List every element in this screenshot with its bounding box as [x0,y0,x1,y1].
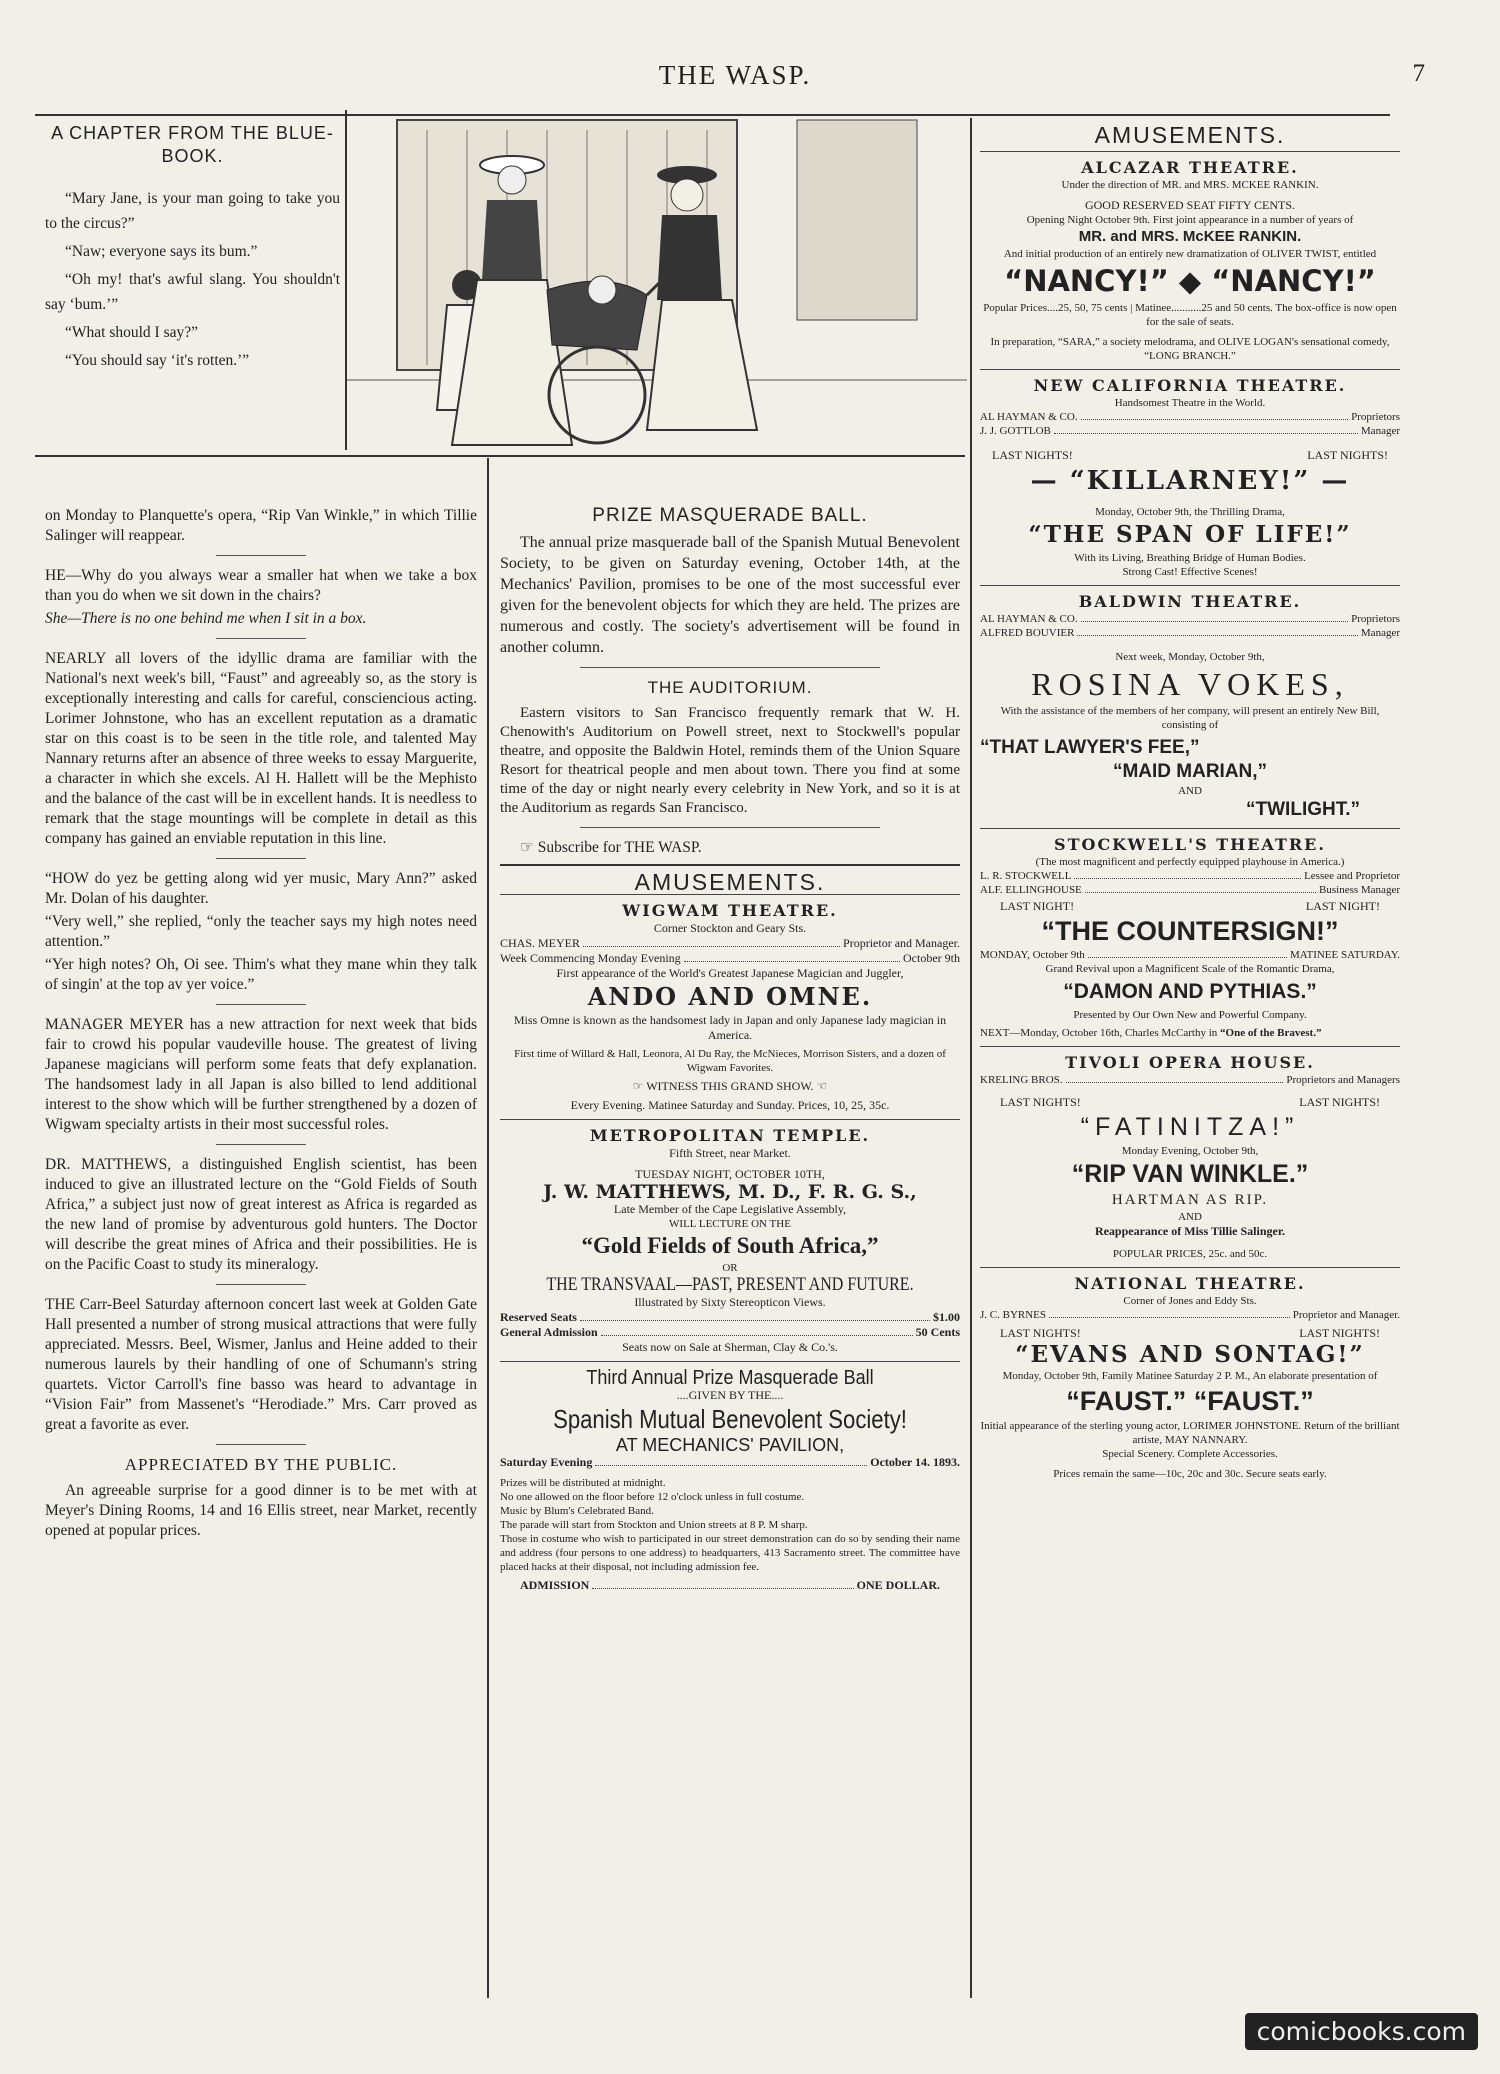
date-label: Saturday Evening [500,1455,593,1469]
page-number: 7 [1412,60,1425,87]
article-text: An agreeable surprise for a good dinner is to be met with at Meyer's Dining Rooms, 14 and 16 Ellis street, near Market, recently opened at popular prices. [45,1482,477,1539]
nursemaid-illustration [347,110,967,450]
last-nights: LAST NIGHTS! [1299,1326,1380,1340]
ad-text: Popular Prices....25, 50, 75 cents | Matinee...........25 and 50 cents. The box-office is now open for the sale of seats. [983,302,1397,328]
proprietor-role: Proprietors and Managers [1286,1074,1400,1086]
amusements-heading: AMUSEMENTS. [634,869,826,895]
play-title: “EVANS AND SONTAG!” [1015,1341,1365,1368]
chapter-title: A CHAPTER FROM THE BLUE-BOOK. [51,123,334,166]
article-text: “HOW do yez be getting along wid yer music, Mary Ann?” asked Mr. Dolan of his daughter. [45,870,477,907]
ad-text: Next week, Monday, October 9th, [1115,651,1265,663]
lecture-subtitle: THE TRANSVAAL—PAST, PRESENT AND FUTURE. [546,1274,914,1295]
ad-text: ....GIVEN BY THE.... [676,1388,784,1402]
article-text: NEARLY all lovers of the idyllic drama are familiar with the National's next week's bill, “Faust” and agreeably so, as the story is exceptionally interesting and calls for careful, consciencious acting. Lorimer Johnstone, who has an excellent reputation as a dramatic star on this coast is to be seen in the title role, and talented May Nannary returns after an absence of three weeks to essay Marguerite, a character in which she excels. Al H. Hallett will be the Mephisto and the balance of the cast will be in excellent hands. It is needless to remark that the stage mountings will be complete in detail as this company has gained an enviable reputation in this line. [45,650,477,847]
ad-text: TUESDAY NIGHT, OCTOBER 10TH, [635,1167,825,1181]
ad-text: Monday, October 9th, Family Matinee Saturday 2 P. M., An elaborate presentation of [1002,1370,1378,1382]
admission-label: ADMISSION [520,1578,590,1592]
ad-text: POPULAR PRICES, 25c. and 50c. [1112,1248,1268,1260]
chapter-block [45,122,340,376]
stars: MR. and MRS. McKEE RANKIN. [1078,228,1302,245]
middle-column [500,500,960,1593]
proprietor-name: ALFRED BOUVIER [980,627,1075,639]
divider [216,858,306,859]
ad-text: In preparation, “SARA,” a society melodrama, and OLIVE LOGAN's sensational comedy, “LONG BRANCH.” [990,336,1390,362]
theatre-name: NEW CALIFORNIA THEATRE. [1033,376,1347,395]
column-rule-mid [487,458,489,1998]
proprietor-name: J. J. GOTTLOB [980,425,1051,437]
divider [216,1144,306,1145]
divider [216,1004,306,1005]
ad-text: WILL LECTURE ON THE [669,1218,791,1230]
ad-text: ☞ WITNESS THIS GRAND SHOW. ☜ [632,1079,828,1093]
proprietor-role: Business Manager [1319,884,1400,896]
ad-text: OR [722,1262,738,1274]
ad-text: AND [1178,1211,1202,1223]
section-heading: THE AUDITORIUM. [647,678,813,697]
ad-text: And initial production of an entirely new dramatization of OLIVER TWIST, entitled [1003,248,1377,260]
theatre-name: STOCKWELL'S THEATRE. [1054,835,1326,854]
proprietor-name: AL HAYMAN & CO. [980,411,1078,423]
ad-text: Strong Cast! Effective Scenes! [1122,566,1258,578]
column-rule-right [970,118,972,1998]
ad-text: Monday Evening, October 9th, [1121,1145,1259,1157]
proprietor-role: Proprietor and Manager. [843,936,960,950]
section-heading: APPRECIATED BY THE PUBLIC. [124,1455,398,1474]
proprietor-name: AL HAYMAN & CO. [980,613,1078,625]
proprietor-name: J. C. BYRNES [980,1309,1047,1321]
proprietor-role: Proprietors [1351,411,1400,423]
proprietor-role: Manager [1360,627,1400,639]
ad-text: Miss Omne is known as the handsomest lady in Japan and only Japanese lady magician in America. [513,1013,947,1042]
ad-text: Opening Night October 9th. First joint appearance in a number of years of [1026,214,1354,226]
theatre-name: ALCAZAR THEATRE. [1081,158,1299,177]
date-value: October 14. 1893. [870,1455,960,1469]
play-title: “NANCY!” ◆ “NANCY!” [1004,264,1376,298]
ad-text: Special Scenery. Complete Accessories. [1102,1448,1278,1460]
note: The parade will start from Stockton and Union streets at 8 P. M sharp. [500,1519,808,1531]
proprietor-name: CHAS. MEYER [500,936,581,950]
schedule-value: MATINEE SATURDAY. [1289,949,1400,961]
article-text: “Very well,” she replied, “only the teacher says my high notes need attention.” [45,913,477,950]
section-rule [35,455,965,457]
proprietor-role: Proprietors [1351,613,1400,625]
admission-value: ONE DOLLAR. [856,1578,940,1592]
ad-text: Prices remain the same—10c, 20c and 30c. Secure seats early. [1053,1468,1327,1480]
play-title: “MAID MARIAN,” [1112,761,1268,782]
proprietor-name: L. R. STOCKWELL [980,870,1072,882]
week-date: October 9th [903,951,960,965]
week-row [500,951,960,966]
proprietor-row [980,410,1400,424]
theatre-name: METROPOLITAN TEMPLE. [589,1126,871,1145]
ad-text: HARTMAN AS RIP. [1111,1192,1269,1208]
article-text: on Monday to Planquette's opera, “Rip Van Winkle,” in which Tillie Salinger will reappear. [45,507,477,544]
chapter-line: “Naw; everyone says its bum.” [65,243,258,260]
ball-heading: Third Annual Prize Masquerade Ball [586,1367,874,1389]
ad-text: GOOD RESERVED SEAT FIFTY CENTS. [1084,198,1296,212]
article-text: “Yer high notes? Oh, Oi see. Thim's what they mane whin they talk of singin' at the top av yer voice.” [45,956,477,993]
theatre-address: Corner of Jones and Eddy Sts. [1123,1295,1257,1307]
ad-text: First time of Willard & Hall, Leonora, Al Du Ray, the McNieces, Morrison Sisters, and a dozen of Wigwam Favorites. [514,1048,946,1074]
last-night: LAST NIGHT! [1000,899,1075,913]
proprietor-role: Manager [1360,425,1400,437]
ad-text: First appearance of the World's Greatest Japanese Magician and Juggler, [556,966,904,980]
last-nights: LAST NIGHTS! [1000,1095,1081,1109]
ad-text: Grand Revival upon a Magnificent Scale of the Romantic Drama, [1045,963,1335,975]
right-column [980,122,1400,1481]
proprietor-row [500,936,960,951]
proprietor-name: KRELING BROS. [980,1074,1063,1086]
proprietor-role: Proprietor and Manager. [1292,1309,1400,1321]
price-value: $1.00 [933,1310,960,1324]
theatre-name: WIGWAM THEATRE. [622,901,838,920]
divider [580,667,880,668]
ad-text: Presented by Our Own New and Powerful Company. [1073,1009,1307,1021]
proprietor-row [980,626,1400,640]
ad-text: Initial appearance of the sterling young actor, LORIMER JOHNSTONE. Return of the brilliant artiste, MAY NANNARY. [980,1420,1400,1446]
ad-text: Monday, October 9th, the Thrilling Drama, [1095,506,1285,518]
speaker-name: J. W. MATTHEWS, M. D., F. R. G. S., [543,1181,917,1203]
admission-row [520,1578,940,1593]
proprietor-name: ALF. ELLINGHOUSE [980,884,1082,896]
article-text: MANAGER MEYER has a new attraction for next week that bids fair to crowd his popular vaudeville house. The greatest of living Japanese magicians will perform some feats that defy explanation. The handsomest lady in all Japan is also billed to lend additional interest to the show which will be further strengthened by a dozen of Wigwam specialty artists in their most successful roles. [45,1016,477,1133]
newspaper-page [35,40,1435,2030]
play-title: “FAUST.” “FAUST.” [1066,1386,1314,1416]
note: Those in costume who wish to participated in our street demonstration can do so by sending their name and address (four persons to one address) to headquarters, 413 Sacramento street. The committee have placed hacks at their disposal, not including admission fee. [500,1533,960,1573]
divider [580,827,880,828]
venue: AT MECHANICS' PAVILION, [615,1435,845,1455]
ad-text: Every Evening. Matinee Saturday and Sunday. Prices, 10, 25, 35c. [570,1098,890,1112]
divider [216,1444,306,1445]
date-row [500,1455,960,1470]
theatre-name: BALDWIN THEATRE. [1078,592,1302,611]
proprietor-row [980,612,1400,626]
play-title: “THAT LAWYER'S FEE,” [980,737,1200,758]
ad-text: With the assistance of the members of her company, will present an entirely New Bill, consisting of [1000,705,1380,731]
section-heading: PRIZE MASQUERADE BALL. [592,505,868,526]
article-text: She—There is no one behind me when I sit in a box. [45,610,367,627]
proprietor-row [980,424,1400,438]
article-text: THE Carr-Beel Saturday afternoon concert last week at Golden Gate Hall presented a number of strong musical attractions that were fully appreciated. Messrs. Beel, Wismer, Janlus and Heine added to their numerous laurels by their handling of one of Schumann's string quartets. Victor Carroll's fine basso was heard to advantage in “Vision Fair” from Massenet's “Herodiade.” Mrs. Carr proved as great a favorite as ever. [45,1296,477,1433]
amusements-heading: AMUSEMENTS. [1094,122,1286,148]
ad-text: Under the direction of MR. and MRS. MCKEE RANKIN. [1061,179,1319,191]
note: Prizes will be distributed at midnight. [500,1477,666,1489]
last-nights: LAST NIGHTS! [992,448,1073,462]
proprietor-row [980,883,1400,897]
price-label: General Admission [500,1325,598,1339]
proprietor-role: Lessee and Proprietor [1304,870,1400,882]
act-name: ANDO AND OMNE. [587,982,873,1011]
ad-text: AND [1178,785,1202,797]
lecture-topic: “Gold Fields of South Africa,” [581,1233,879,1258]
note: No one allowed on the floor before 12 o'clock unless in full costume. [500,1491,805,1503]
price-row [500,1310,960,1325]
ad-text: Handsomest Theatre in the World. [1114,397,1266,409]
price-label: Reserved Seats [500,1310,577,1324]
divider [216,1284,306,1285]
star-name: ROSINA VOKES, [1031,666,1349,702]
proprietor-row [980,1073,1400,1087]
society-name: Spanish Mutual Benevolent Society! [553,1404,907,1434]
price-value: 50 Cents [915,1325,960,1339]
divider [216,555,306,556]
play-title: “FATINITZA!” [1080,1113,1300,1141]
last-nights: LAST NIGHTS! [1299,1095,1380,1109]
article-text: The annual prize masquerade ball of the Spanish Mutual Benevolent Society, to be given on Saturday evening, October 14th, at the Mechanics' Pavilion, promises to be one of the most successful ever given for the benevolent objects for which they are held. The prizes are numerous and costly. The society's advertisement will be found in another column. [500,534,960,656]
play-title: “RIP VAN WINKLE.” [1071,1160,1309,1188]
article-text: HE—Why do you always wear a smaller hat when we take a box than you do when we sit down in the chairs? [45,567,477,604]
illustration [345,110,965,450]
chapter-line: “You should say ‘it's rotten.’” [65,352,250,369]
theatre-address: Fifth Street, near Market. [669,1146,791,1160]
page-title: THE WASP. [658,60,812,90]
play-title: — “KILLARNEY!” — [1030,466,1350,496]
schedule-label: MONDAY, October 9th [980,949,1085,961]
chapter-line: “Mary Jane, is your man going to take you to the circus?” [45,190,340,232]
watermark: comicbooks.com [1245,2013,1478,2050]
chapter-line: “Oh my! that's awful slang. You shouldn't say ‘bum.’” [45,271,340,313]
theatre-address: Corner Stockton and Geary Sts. [653,921,807,935]
subscribe-notice: ☞ Subscribe for THE WASP. [520,839,702,856]
chapter-line: “What should I say?” [65,324,198,341]
note: Music by Blum's Celebrated Band. [500,1505,654,1517]
last-nights: LAST NIGHTS! [1307,448,1388,462]
play-title: “One of the Bravest.” [1220,1027,1322,1039]
ad-text: Late Member of the Cape Legislative Assembly, [613,1202,847,1216]
divider [216,638,306,639]
left-column [45,506,477,1544]
play-title: “THE COUNTERSIGN!” [1041,916,1339,946]
ad-text: With its Living, Breathing Bridge of Human Bodies. [1074,552,1306,564]
proprietor-row [980,1308,1400,1322]
ad-text: NEXT—Monday, October 16th, Charles McCarthy in [980,1027,1218,1039]
ad-text: (The most magnificent and perfectly equipped playhouse in America.) [1035,856,1345,868]
proprietor-row [980,869,1400,883]
theatre-name: TIVOLI OPERA HOUSE. [1065,1053,1315,1072]
last-night: LAST NIGHT! [1305,899,1380,913]
ad-text: Seats now on Sale at Sherman, Clay & Co.'s. [622,1340,838,1354]
week-label: Week Commencing Monday Evening [500,951,681,965]
play-title: “DAMON AND PYTHIAS.” [1063,980,1317,1003]
ad-text: Reappearance of Miss Tillie Salinger. [1094,1224,1286,1238]
price-row [500,1325,960,1340]
play-title: “THE SPAN OF LIFE!” [1028,521,1352,548]
ad-text: Illustrated by Sixty Stereopticon Views. [634,1295,826,1309]
theatre-name: NATIONAL THEATRE. [1074,1274,1306,1293]
last-nights: LAST NIGHTS! [1000,1326,1081,1340]
schedule-row [980,948,1400,962]
play-title: “TWILIGHT.” [1246,799,1360,820]
article-text: Eastern visitors to San Francisco frequently remark that W. H. Chenowith's Auditorium on Powell street, next to Stockwell's popular theatre, and opposite the Baldwin Hotel, reminds them of the Union Square Resort for theatrical people and men about town. There you find at some time of the day or night nearly every celebrity in New York, and so it is at the Auditorium as regards San Francisco. [500,705,960,816]
article-text: DR. MATTHEWS, a distinguished English scientist, has been induced to give an illustrated lecture on the “Gold Fields of South Africa,” a subject just now of great interest as Africa is regarded as the new land of promise by adventurous gold hunters. The Doctor will describe the great mines of Africa and their possibilities. He is on the Pacific Coast to study its mineralogy. [45,1156,477,1273]
